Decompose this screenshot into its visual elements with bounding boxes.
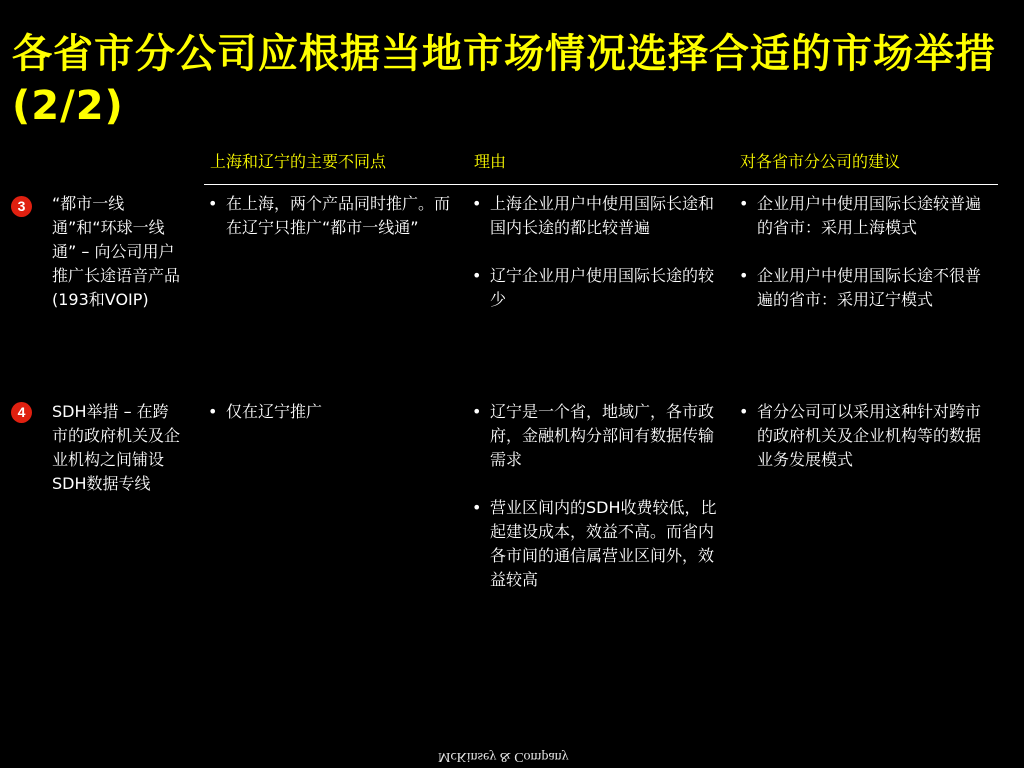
column-header-reason: 理由 <box>474 152 507 171</box>
bullet-icon: • <box>739 266 749 285</box>
list-item: • 辽宁是一个省，地域广，各市政府，金融机构分部间有数据传输需求 <box>472 402 715 469</box>
list-item: • 仅在辽宁推广 <box>206 400 456 424</box>
row-reason-cell <box>470 192 720 336</box>
column-header-differences: 上海和辽宁的主要不同点 <box>210 152 387 171</box>
row-differences-cell <box>206 192 456 264</box>
column-header-advice: 对各省市分公司的建议 <box>740 152 901 171</box>
list-item: • 在上海，两个产品同时推广。而在辽宁只推广“都市一线通” <box>208 194 451 237</box>
list-item: • 辽宁企业用户使用国际长途的较少 <box>472 266 715 309</box>
list-item: • 上海企业用户中使用国际长途和国内长途的都比较普遍 <box>472 194 715 237</box>
bullet-icon: • <box>472 402 482 421</box>
bullet-icon: • <box>208 194 218 213</box>
bullet-icon: • <box>472 194 482 213</box>
row-number-badge: 4 <box>11 402 32 423</box>
bullet-icon: • <box>739 402 749 421</box>
bullet-icon: • <box>472 498 482 517</box>
list-item: • 营业区间内的SDH收费较低，比起建设成本，效益不高。而省内各市间的通信属营业区间外，效益较高 <box>472 498 717 589</box>
row-advice-cell <box>737 192 987 336</box>
row-topic: SDH举措 – 在跨市的政府机关及企业机构之间铺设SDH数据专线 <box>52 402 181 493</box>
bullet-icon: • <box>208 402 218 421</box>
bullet-icon: • <box>739 194 749 213</box>
row-number-badge: 3 <box>11 196 32 217</box>
list-item: • 企业用户中使用国际长途不很普遍的省市：采用辽宁模式 <box>739 266 982 309</box>
list-item: • 省分公司可以采用这种针对跨市的政府机关及企业机构等的数据业务发展模式 <box>739 402 982 469</box>
company-footer: McKinsey & Company <box>438 749 569 764</box>
bullet-icon: • <box>472 266 482 285</box>
list-item: • 企业用户中使用国际长途较普遍的省市：采用上海模式 <box>739 194 982 237</box>
row-topic: “都市一线通”和“环球一线通” – 向公司用户推广长途语音产品(193和VOIP) <box>52 194 181 309</box>
page-title: 各省市分公司应根据当地市场情况选择合适的市场举措(2/2) <box>12 31 996 129</box>
row-differences-cell <box>206 400 456 448</box>
row-advice-cell <box>737 400 987 496</box>
header-divider <box>204 184 998 185</box>
row-reason-cell <box>470 400 720 616</box>
